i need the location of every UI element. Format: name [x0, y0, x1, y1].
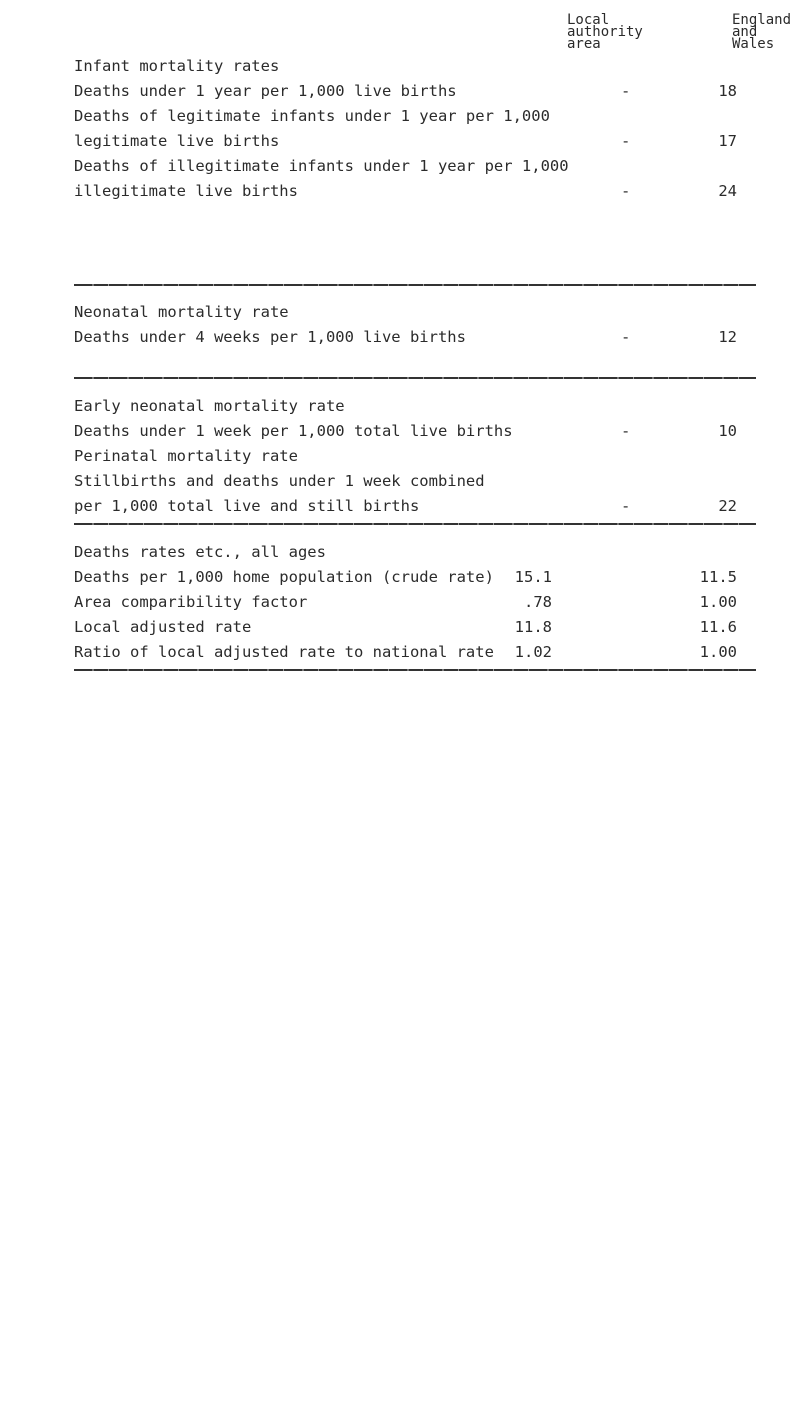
row-label: Ratio of local adjusted rate to national rate	[74, 643, 494, 661]
dash-mark: -	[621, 82, 631, 100]
row-label: Area comparibility factor	[74, 593, 308, 611]
row-label: Deaths under 1 week per 1,000 total live births	[74, 422, 513, 440]
row-label: Deaths of illegitimate infants under 1 year per 1,000	[74, 157, 569, 175]
section-divider	[74, 669, 756, 671]
row-label: Infant mortality rates	[74, 57, 280, 75]
england-wales-value: 24	[718, 182, 737, 200]
table-row	[0, 421, 800, 441]
table-row	[0, 56, 800, 76]
header-line: England	[732, 12, 792, 28]
row-label: Deaths under 4 weeks per 1,000 live births	[74, 328, 466, 346]
row-label: Deaths per 1,000 home population (crude rate)	[74, 568, 494, 586]
row-label: Neonatal mortality rate	[74, 303, 289, 321]
row-label: Early neonatal mortality rate	[74, 397, 345, 415]
row-label: Local adjusted rate	[74, 618, 252, 636]
england-wales-value: 1.00	[699, 593, 737, 611]
table-row	[0, 181, 800, 201]
table-row	[0, 327, 800, 347]
table-row	[0, 567, 800, 587]
row-label: Stillbirths and deaths under 1 week combined	[74, 472, 485, 490]
header-line: and	[732, 24, 758, 40]
dash-mark: -	[621, 422, 631, 440]
table-row	[0, 81, 800, 101]
england-wales-value: 18	[718, 82, 737, 100]
section-divider	[74, 523, 756, 525]
england-wales-value: 10	[718, 422, 737, 440]
row-label: per 1,000 total live and still births	[74, 497, 420, 515]
table-row	[0, 302, 800, 322]
table-row	[0, 496, 800, 516]
england-and-wales-header	[732, 14, 791, 50]
local-authority-value: 11.8	[514, 618, 552, 636]
dash-mark: -	[621, 132, 631, 150]
local-authority-value: .78	[524, 593, 552, 611]
england-wales-value: 12	[718, 328, 737, 346]
local-authority-value: 1.02	[514, 643, 552, 661]
row-label: Deaths rates etc., all ages	[74, 543, 326, 561]
table-row	[0, 642, 800, 662]
section-divider	[74, 284, 756, 286]
table-row	[0, 446, 800, 466]
table-row	[0, 156, 800, 176]
row-label: illegitimate live births	[74, 182, 298, 200]
local-authority-value: 15.1	[514, 568, 552, 586]
table-row	[0, 617, 800, 637]
row-label: Perinatal mortality rate	[74, 447, 298, 465]
header-line: Wales	[732, 36, 775, 52]
table-row	[0, 396, 800, 416]
england-wales-value: 11.6	[699, 618, 737, 636]
england-wales-value: 11.5	[699, 568, 737, 586]
table-row	[0, 471, 800, 491]
table-row	[0, 106, 800, 126]
dash-mark: -	[621, 182, 631, 200]
table-row	[0, 592, 800, 612]
row-label: Deaths under 1 year per 1,000 live births	[74, 82, 457, 100]
section-divider	[74, 377, 756, 379]
table-row	[0, 542, 800, 562]
row-label: legitimate live births	[74, 132, 280, 150]
england-wales-value: 22	[718, 497, 737, 515]
header-line: area	[567, 36, 601, 52]
england-wales-value: 1.00	[699, 643, 737, 661]
header-line: Local	[567, 12, 610, 28]
dash-mark: -	[621, 497, 631, 515]
england-wales-value: 17	[718, 132, 737, 150]
row-label: Deaths of legitimate infants under 1 year per 1,000	[74, 107, 550, 125]
local-authority-area-header	[567, 14, 643, 50]
dash-mark: -	[621, 328, 631, 346]
header-line: authority	[567, 24, 643, 40]
table-row	[0, 131, 800, 151]
